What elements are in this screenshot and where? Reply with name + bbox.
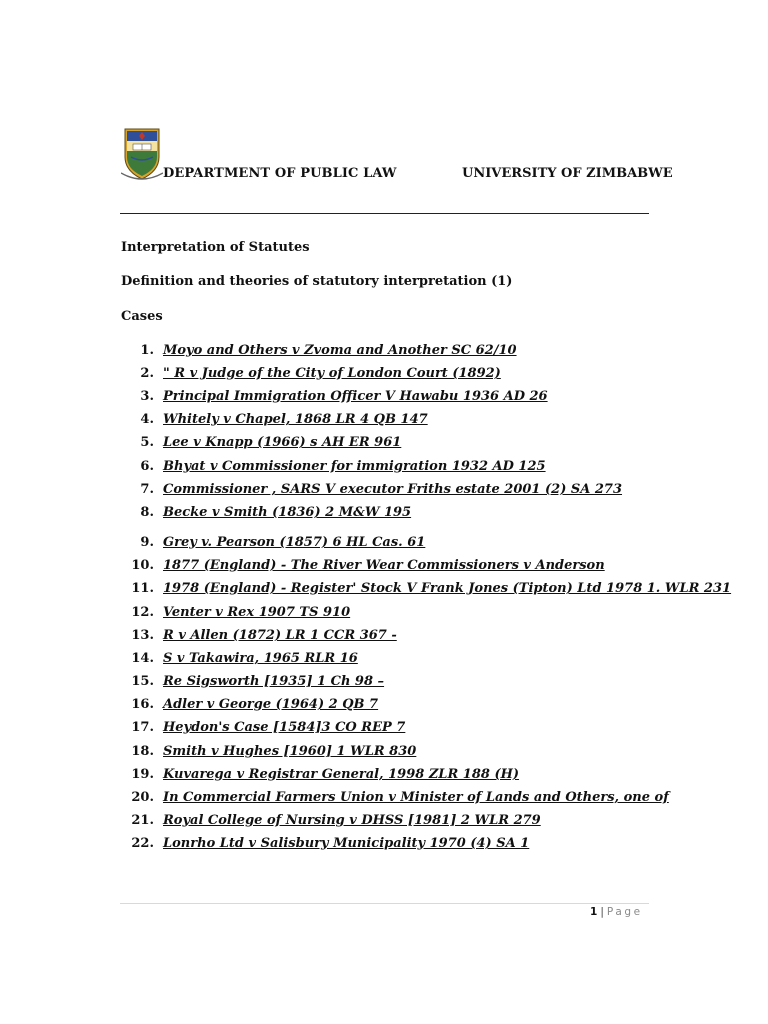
page-label: Page bbox=[606, 906, 643, 918]
list-number: 4. bbox=[140, 412, 154, 427]
list-number: 13. bbox=[131, 628, 154, 643]
list-number: 22. bbox=[131, 836, 154, 851]
list-item bbox=[0, 744, 768, 764]
list-number: 7. bbox=[140, 482, 154, 497]
case-link[interactable]: 1877 (England) - The River Wear Commissioners v Anderson bbox=[163, 558, 605, 573]
list-number: 18. bbox=[131, 744, 154, 759]
footer-divider bbox=[120, 903, 649, 904]
list-item bbox=[0, 389, 768, 409]
list-number: 19. bbox=[131, 767, 154, 782]
list-number: 14. bbox=[131, 651, 154, 666]
list-item bbox=[0, 366, 768, 386]
case-link[interactable]: 1978 (England) - Register' Stock V Frank Jones (Tipton) Ltd 1978 1. WLR 231 bbox=[163, 581, 732, 596]
list-number: 16. bbox=[131, 697, 154, 712]
cases-heading: Cases bbox=[121, 309, 163, 324]
list-item bbox=[0, 558, 768, 578]
case-link[interactable]: Moyo and Others v Zvoma and Another SC 62/10 bbox=[163, 343, 517, 358]
list-item bbox=[0, 651, 768, 671]
list-item bbox=[0, 605, 768, 625]
case-link[interactable]: Heydon's Case [1584]3 CO REP 7 bbox=[163, 720, 406, 735]
list-item bbox=[0, 697, 768, 717]
case-link[interactable]: Grey v. Pearson (1857) 6 HL Cas. 61 bbox=[163, 535, 426, 550]
list-item bbox=[0, 790, 768, 810]
case-link[interactable]: R v Allen (1872) LR 1 CCR 367 - bbox=[163, 628, 397, 643]
case-link[interactable]: Whitely v Chapel, 1868 LR 4 QB 147 bbox=[163, 412, 428, 427]
case-link[interactable]: Lonrho Ltd v Salisbury Municipality 1970 (4) SA 1 bbox=[163, 836, 530, 851]
case-link[interactable]: Commissioner , SARS V executor Friths estate 2001 (2) SA 273 bbox=[163, 482, 623, 497]
list-number: 1. bbox=[140, 343, 154, 358]
page-footer bbox=[590, 906, 643, 918]
footer-separator: | bbox=[600, 906, 604, 918]
list-number: 15. bbox=[131, 674, 154, 689]
department-name: DEPARTMENT OF PUBLIC LAW bbox=[163, 166, 397, 181]
list-number: 21. bbox=[131, 813, 154, 828]
list-number: 12. bbox=[131, 605, 154, 620]
list-item bbox=[0, 482, 768, 502]
case-link[interactable]: Becke v Smith (1836) 2 M&W 195 bbox=[163, 505, 412, 520]
list-item bbox=[0, 535, 768, 555]
case-link[interactable]: Smith v Hughes [1960] 1 WLR 830 bbox=[163, 744, 417, 759]
case-link[interactable]: Principal Immigration Officer V Hawabu 1936 AD 26 bbox=[163, 389, 548, 404]
list-item bbox=[0, 767, 768, 787]
list-number: 6. bbox=[140, 459, 154, 474]
list-item bbox=[0, 412, 768, 432]
case-link[interactable]: Venter v Rex 1907 TS 910 bbox=[163, 605, 351, 620]
list-item bbox=[0, 581, 768, 601]
university-name: UNIVERSITY OF ZIMBABWE bbox=[462, 166, 673, 181]
list-item bbox=[0, 343, 768, 363]
list-item bbox=[0, 505, 768, 525]
case-link[interactable]: Bhyat v Commissioner for immigration 1932 AD 125 bbox=[163, 459, 546, 474]
case-link[interactable]: S v Takawira, 1965 RLR 16 bbox=[163, 651, 358, 666]
list-item bbox=[0, 628, 768, 648]
list-number: 9. bbox=[140, 535, 154, 550]
case-link[interactable]: In Commercial Farmers Union v Minister of Lands and Others, one of bbox=[163, 790, 669, 805]
list-number: 17. bbox=[131, 720, 154, 735]
list-item bbox=[0, 435, 768, 455]
list-number: 5. bbox=[140, 435, 154, 450]
list-number: 2. bbox=[140, 366, 154, 381]
list-number: 3. bbox=[140, 389, 154, 404]
document-title: Interpretation of Statutes bbox=[121, 240, 310, 255]
list-item bbox=[0, 813, 768, 833]
list-item bbox=[0, 836, 768, 856]
case-link[interactable]: Adler v George (1964) 2 QB 7 bbox=[163, 697, 379, 712]
case-link[interactable]: Lee v Knapp (1966) s AH ER 961 bbox=[163, 435, 402, 450]
list-number: 8. bbox=[140, 505, 154, 520]
list-number: 11. bbox=[131, 581, 154, 596]
case-link[interactable]: Royal College of Nursing v DHSS [1981] 2 WLR 279 bbox=[163, 813, 541, 828]
case-link[interactable]: " R v Judge of the City of London Court (1892) bbox=[163, 366, 501, 381]
list-item bbox=[0, 459, 768, 479]
case-link[interactable]: Kuvarega v Registrar General, 1998 ZLR 188 (H) bbox=[163, 767, 520, 782]
list-number: 10. bbox=[131, 558, 154, 573]
case-link[interactable]: Re Sigsworth [1935] 1 Ch 98 – bbox=[163, 674, 385, 689]
page-number: 1 bbox=[590, 906, 598, 918]
list-item bbox=[0, 720, 768, 740]
list-number: 20. bbox=[131, 790, 154, 805]
document-subtitle: Definition and theories of statutory interpretation (1) bbox=[121, 274, 513, 289]
list-item bbox=[0, 674, 768, 694]
